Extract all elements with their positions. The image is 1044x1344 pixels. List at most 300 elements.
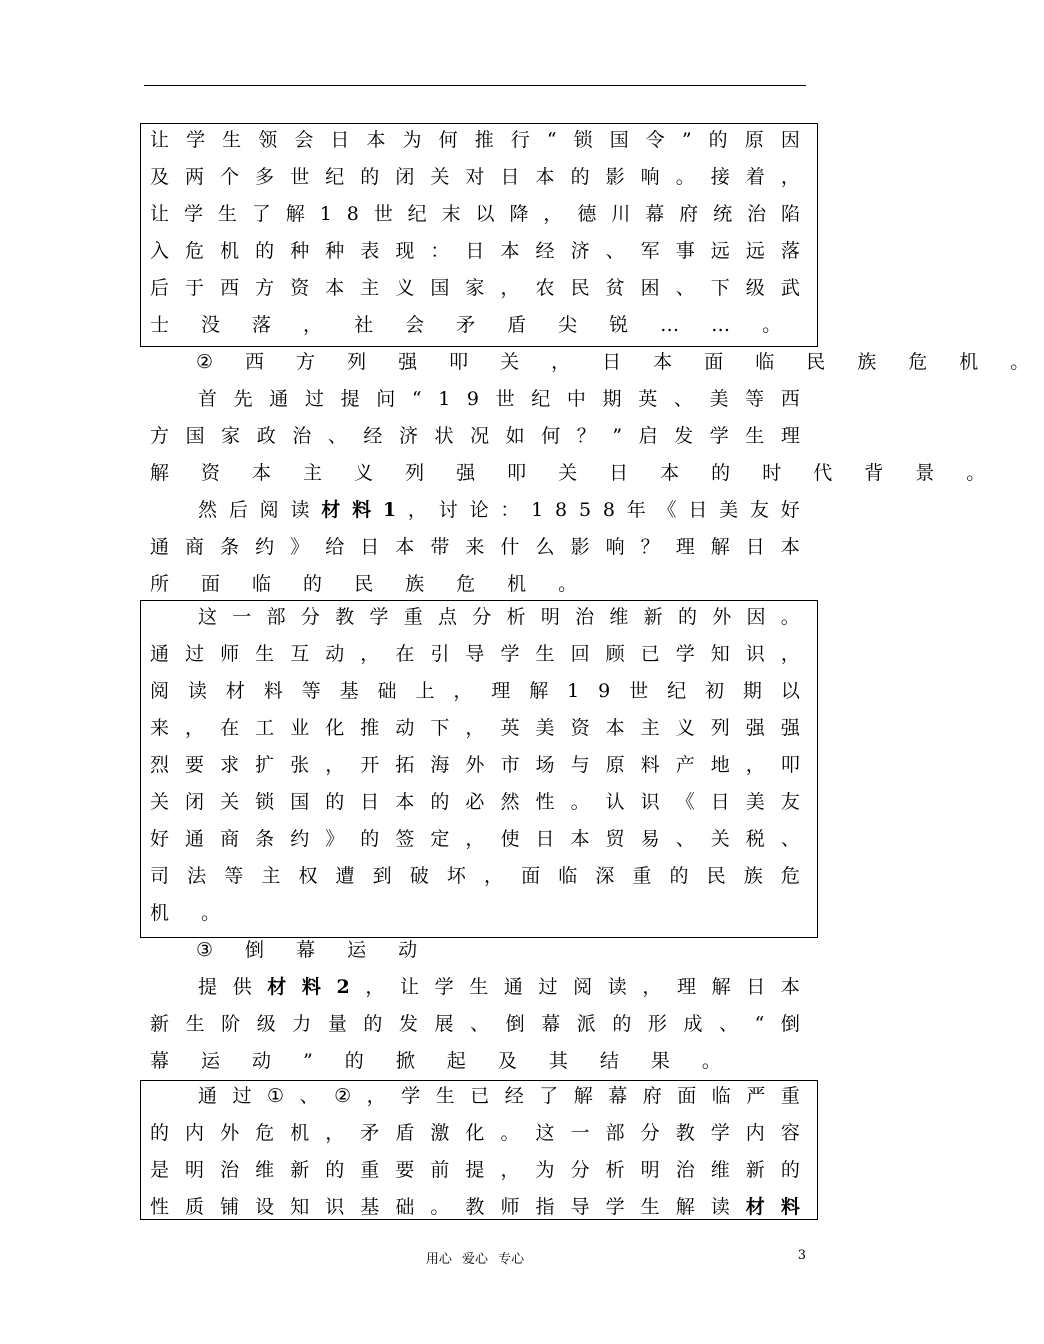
glyph: 开 bbox=[360, 754, 380, 776]
glyph: 关 bbox=[220, 791, 240, 813]
glyph: 设 bbox=[255, 1196, 275, 1218]
glyph: 本 bbox=[535, 166, 555, 188]
glyph: 到 bbox=[372, 865, 392, 887]
glyph: 明 bbox=[640, 1159, 660, 1181]
glyph: 尖 bbox=[558, 314, 593, 336]
glyph: 过 bbox=[304, 388, 324, 410]
glyph: 级 bbox=[256, 1013, 276, 1035]
glyph: 治 bbox=[292, 425, 312, 447]
glyph: 已 bbox=[470, 1085, 490, 1107]
glyph: ， bbox=[453, 680, 473, 702]
glyph: 运 bbox=[347, 939, 382, 961]
glyph: 美 bbox=[745, 791, 765, 813]
glyph: 日 bbox=[609, 462, 644, 484]
glyph: 济 bbox=[570, 240, 590, 262]
glyph: 、 bbox=[327, 425, 347, 447]
glyph: 。 bbox=[558, 573, 593, 595]
glyph: 解 bbox=[285, 203, 305, 225]
glyph: 状 bbox=[434, 425, 454, 447]
glyph: 矛 bbox=[456, 314, 491, 336]
glyph: 军 bbox=[640, 240, 660, 262]
glyph: 何 bbox=[438, 129, 458, 151]
glyph: 材 bbox=[225, 680, 245, 702]
glyph: 形 bbox=[647, 1013, 667, 1035]
glyph: 初 bbox=[704, 680, 724, 702]
glyph: 果 bbox=[650, 1050, 685, 1072]
glyph: 约 bbox=[290, 828, 310, 850]
glyph: ② bbox=[196, 351, 229, 373]
glyph: ， bbox=[303, 314, 338, 336]
glyph: 本 bbox=[570, 828, 590, 850]
glyph: 着 bbox=[745, 166, 765, 188]
glyph: 机 bbox=[220, 240, 240, 262]
glyph: ， bbox=[543, 203, 563, 225]
glyph: 起 bbox=[446, 1050, 481, 1072]
glyph: 提 bbox=[465, 1159, 485, 1181]
glyph: 条 bbox=[255, 828, 275, 850]
glyph: 面 bbox=[677, 1085, 697, 1107]
glyph: 治 bbox=[220, 1159, 240, 1181]
glyph: 地 bbox=[710, 754, 730, 776]
text-line bbox=[150, 1121, 800, 1145]
glyph: 以 bbox=[780, 680, 800, 702]
glyph: 材 bbox=[745, 1196, 765, 1218]
glyph: 易 bbox=[640, 828, 660, 850]
glyph: 表 bbox=[360, 240, 380, 262]
glyph: 下 bbox=[710, 277, 730, 299]
glyph: 中 bbox=[566, 388, 586, 410]
glyph: 识 bbox=[640, 791, 660, 813]
glyph: 义 bbox=[395, 277, 415, 299]
section-heading bbox=[196, 350, 1044, 374]
glyph: 引 bbox=[430, 643, 450, 665]
glyph: 如 bbox=[505, 425, 525, 447]
glyph: 。 bbox=[1010, 351, 1044, 373]
glyph: 面 bbox=[704, 351, 739, 373]
glyph: 临 bbox=[755, 351, 790, 373]
glyph: 分 bbox=[570, 1159, 590, 1181]
glyph: 困 bbox=[640, 277, 660, 299]
glyph: 动 bbox=[395, 717, 415, 739]
glyph: 内 bbox=[185, 1122, 205, 1144]
glyph: 学 bbox=[709, 425, 729, 447]
glyph: 治 bbox=[575, 606, 595, 628]
glyph: 知 bbox=[710, 643, 730, 665]
glyph: 1 bbox=[531, 499, 544, 521]
glyph: 叩 bbox=[449, 351, 484, 373]
glyph: ， bbox=[366, 1085, 386, 1107]
glyph: 9 bbox=[466, 388, 479, 410]
glyph: 明 bbox=[540, 606, 560, 628]
glyph: 通 bbox=[150, 536, 170, 558]
glyph: 。 bbox=[500, 1122, 520, 1144]
glyph: 时 bbox=[762, 462, 797, 484]
text-line bbox=[150, 753, 800, 777]
glyph: 等 bbox=[301, 680, 321, 702]
glyph: 在 bbox=[220, 717, 240, 739]
glyph: 是 bbox=[150, 1159, 170, 1181]
glyph: 通 bbox=[150, 643, 170, 665]
glyph: 背 bbox=[864, 462, 899, 484]
glyph: 英 bbox=[638, 388, 658, 410]
glyph: 使 bbox=[500, 828, 520, 850]
glyph: 的 bbox=[711, 462, 746, 484]
glyph: 资 bbox=[201, 462, 236, 484]
glyph: 析 bbox=[506, 606, 526, 628]
glyph: 响 bbox=[605, 536, 625, 558]
glyph: 教 bbox=[335, 606, 355, 628]
glyph: 部 bbox=[605, 1122, 625, 1144]
glyph: 学 bbox=[183, 203, 203, 225]
glyph: 民 bbox=[570, 277, 590, 299]
glyph: ？ bbox=[576, 425, 596, 447]
glyph: 生 bbox=[222, 129, 242, 151]
glyph: 景 bbox=[915, 462, 950, 484]
glyph: 理 bbox=[676, 976, 696, 998]
glyph: 学 bbox=[369, 606, 389, 628]
glyph: 治 bbox=[675, 1159, 695, 1181]
glyph: 1 bbox=[567, 680, 580, 702]
glyph: 解 bbox=[675, 1196, 695, 1218]
glyph: 然 bbox=[198, 499, 218, 521]
glyph: 纪 bbox=[667, 680, 687, 702]
glyph: 的 bbox=[303, 573, 338, 595]
glyph: 提 bbox=[198, 976, 218, 998]
glyph: 纪 bbox=[531, 388, 551, 410]
glyph: “ bbox=[411, 388, 422, 410]
glyph: 重 bbox=[780, 1085, 800, 1107]
glyph: 西 bbox=[220, 277, 240, 299]
glyph: 认 bbox=[605, 791, 625, 813]
glyph: 新 bbox=[150, 1013, 170, 1035]
glyph: 的 bbox=[708, 129, 728, 151]
footer-slogan: 用心 爱心 专心 bbox=[425, 1252, 525, 1267]
glyph: 闭 bbox=[185, 791, 205, 813]
glyph: 料 bbox=[352, 499, 372, 521]
glyph: 。 bbox=[430, 1196, 450, 1218]
glyph: 以 bbox=[475, 203, 495, 225]
text-line bbox=[150, 165, 800, 189]
glyph: 列 bbox=[710, 717, 730, 739]
glyph: 士 bbox=[150, 314, 185, 336]
glyph: 1 bbox=[319, 203, 332, 225]
glyph: 阶 bbox=[221, 1013, 241, 1035]
glyph: 好 bbox=[150, 828, 170, 850]
glyph: 基 bbox=[339, 680, 359, 702]
glyph: 互 bbox=[290, 643, 310, 665]
glyph: 前 bbox=[430, 1159, 450, 1181]
text-line bbox=[150, 1049, 736, 1073]
glyph: 面 bbox=[521, 865, 541, 887]
glyph: 本 bbox=[252, 462, 287, 484]
glyph: ， bbox=[465, 717, 485, 739]
glyph: 激 bbox=[430, 1122, 450, 1144]
glyph: ， bbox=[465, 828, 485, 850]
glyph: 教 bbox=[675, 1122, 695, 1144]
glyph: 世 bbox=[290, 166, 310, 188]
glyph: 强 bbox=[456, 462, 491, 484]
glyph: 掀 bbox=[395, 1050, 430, 1072]
glyph: 必 bbox=[465, 791, 485, 813]
text-line bbox=[150, 572, 593, 596]
glyph: 川 bbox=[611, 203, 631, 225]
glyph: 展 bbox=[434, 1013, 454, 1035]
glyph: ？ bbox=[640, 536, 660, 558]
glyph: 过 bbox=[232, 1085, 252, 1107]
glyph: ， bbox=[780, 166, 800, 188]
glyph: 分 bbox=[300, 606, 320, 628]
glyph: 来 bbox=[465, 536, 485, 558]
glyph: 这 bbox=[198, 606, 218, 628]
glyph: 主 bbox=[303, 462, 338, 484]
glyph: 。 bbox=[701, 1050, 736, 1072]
glyph: 生 bbox=[640, 1196, 660, 1218]
glyph: ， bbox=[407, 499, 427, 521]
glyph: 美 bbox=[535, 717, 555, 739]
glyph: 的 bbox=[612, 1013, 632, 1035]
glyph: 经 bbox=[504, 1085, 524, 1107]
glyph: 。 bbox=[570, 791, 590, 813]
glyph: 要 bbox=[185, 754, 205, 776]
glyph: 推 bbox=[474, 129, 494, 151]
text-line bbox=[150, 864, 800, 888]
glyph: 新 bbox=[643, 606, 663, 628]
glyph: 日 bbox=[330, 129, 350, 151]
glyph: 理 bbox=[675, 536, 695, 558]
glyph: 重 bbox=[360, 1159, 380, 1181]
glyph: 美 bbox=[719, 499, 739, 521]
glyph: 的 bbox=[780, 1159, 800, 1181]
glyph: 启 bbox=[638, 425, 658, 447]
glyph: 导 bbox=[465, 643, 485, 665]
glyph: ” bbox=[612, 425, 623, 447]
glyph: 府 bbox=[679, 203, 699, 225]
glyph: 分 bbox=[640, 1122, 660, 1144]
glyph: ③ bbox=[196, 939, 229, 961]
glyph: 教 bbox=[465, 1196, 485, 1218]
glyph: 识 bbox=[745, 643, 765, 665]
glyph: 商 bbox=[220, 828, 240, 850]
glyph: 幕 bbox=[541, 1013, 561, 1035]
text-line bbox=[198, 387, 800, 411]
glyph: ， bbox=[360, 643, 380, 665]
glyph: 与 bbox=[570, 754, 590, 776]
glyph: 强 bbox=[745, 717, 765, 739]
glyph: ， bbox=[325, 1122, 345, 1144]
glyph: 本 bbox=[653, 351, 688, 373]
glyph: 关 bbox=[430, 166, 450, 188]
glyph: 解 bbox=[573, 1085, 593, 1107]
glyph: 拓 bbox=[395, 754, 415, 776]
glyph: 、 bbox=[780, 828, 800, 850]
glyph: 提 bbox=[340, 388, 360, 410]
glyph: 日 bbox=[710, 791, 730, 813]
glyph: 远 bbox=[745, 240, 765, 262]
text-line bbox=[150, 901, 800, 925]
glyph: 族 bbox=[405, 573, 440, 595]
glyph: ， bbox=[642, 976, 662, 998]
glyph: 为 bbox=[535, 1159, 555, 1181]
glyph: 国 bbox=[609, 129, 629, 151]
glyph: ， bbox=[483, 865, 503, 887]
glyph: 的 bbox=[360, 828, 380, 850]
glyph: 生 bbox=[469, 976, 489, 998]
glyph: 》 bbox=[290, 536, 310, 558]
glyph: 国 bbox=[290, 791, 310, 813]
text-line bbox=[150, 827, 800, 851]
glyph: 分 bbox=[472, 606, 492, 628]
glyph: 等 bbox=[224, 865, 244, 887]
glyph: 幕 bbox=[296, 939, 331, 961]
glyph: 临 bbox=[711, 1085, 731, 1107]
glyph: 及 bbox=[497, 1050, 532, 1072]
glyph: 通 bbox=[503, 976, 523, 998]
glyph: 的 bbox=[677, 606, 697, 628]
glyph: 海 bbox=[430, 754, 450, 776]
glyph: 阅 bbox=[150, 680, 170, 702]
glyph: ， bbox=[185, 717, 205, 739]
text-line bbox=[198, 975, 800, 999]
glyph: 《 bbox=[657, 499, 677, 521]
glyph: 没 bbox=[201, 314, 236, 336]
glyph: ， bbox=[780, 643, 800, 665]
glyph: 列 bbox=[405, 462, 440, 484]
glyph: 要 bbox=[395, 1159, 415, 1181]
glyph: 。 bbox=[966, 462, 1001, 484]
glyph: 供 bbox=[232, 976, 252, 998]
glyph: ① bbox=[267, 1085, 285, 1107]
section-heading bbox=[196, 938, 496, 962]
glyph: 回 bbox=[570, 643, 590, 665]
glyph: 论 bbox=[469, 499, 489, 521]
glyph: 让 bbox=[399, 976, 419, 998]
glyph: 1 bbox=[438, 388, 451, 410]
glyph: 破 bbox=[409, 865, 429, 887]
glyph: 美 bbox=[709, 388, 729, 410]
glyph: 行 bbox=[510, 129, 530, 151]
glyph: 机 bbox=[507, 573, 542, 595]
glyph: 解 bbox=[529, 680, 549, 702]
glyph: 远 bbox=[710, 240, 730, 262]
glyph: 解 bbox=[711, 976, 731, 998]
glyph: 族 bbox=[857, 351, 892, 373]
glyph: 指 bbox=[535, 1196, 555, 1218]
glyph: 业 bbox=[290, 717, 310, 739]
glyph: 容 bbox=[780, 1122, 800, 1144]
glyph: 令 bbox=[645, 129, 665, 151]
glyph: 讨 bbox=[438, 499, 458, 521]
glyph: 国 bbox=[185, 425, 205, 447]
glyph: 落 bbox=[780, 240, 800, 262]
glyph: 政 bbox=[256, 425, 276, 447]
glyph: 盾 bbox=[507, 314, 542, 336]
glyph: 了 bbox=[539, 1085, 559, 1107]
glyph: 日 bbox=[535, 828, 555, 850]
glyph: 经 bbox=[363, 425, 383, 447]
glyph: 的 bbox=[430, 791, 450, 813]
glyph: 末 bbox=[441, 203, 461, 225]
glyph: 族 bbox=[743, 865, 763, 887]
glyph: 的 bbox=[363, 1013, 383, 1035]
glyph: ， bbox=[500, 1159, 520, 1181]
glyph: 成 bbox=[683, 1013, 703, 1035]
glyph: 倒 bbox=[780, 1013, 800, 1035]
glyph: 关 bbox=[150, 791, 170, 813]
glyph: 生 bbox=[217, 203, 237, 225]
glyph: 日 bbox=[688, 499, 708, 521]
glyph: 料 bbox=[301, 976, 321, 998]
glyph: 材 bbox=[321, 499, 341, 521]
glyph: 义 bbox=[354, 462, 389, 484]
glyph: 危 bbox=[185, 240, 205, 262]
glyph: 西 bbox=[245, 351, 280, 373]
glyph: 8 bbox=[555, 499, 568, 521]
glyph: 力 bbox=[292, 1013, 312, 1035]
glyph: 强 bbox=[398, 351, 433, 373]
glyph: 通 bbox=[269, 388, 289, 410]
glyph: 武 bbox=[780, 277, 800, 299]
glyph: 资 bbox=[290, 277, 310, 299]
glyph: 好 bbox=[780, 499, 800, 521]
glyph: 面 bbox=[201, 573, 236, 595]
glyph: 生 bbox=[745, 425, 765, 447]
glyph: 新 bbox=[290, 1159, 310, 1181]
glyph: 阅 bbox=[259, 499, 279, 521]
glyph: 领 bbox=[258, 129, 278, 151]
glyph: “ bbox=[754, 1013, 765, 1035]
glyph: 民 bbox=[706, 865, 726, 887]
glyph: 维 bbox=[710, 1159, 730, 1181]
glyph: 维 bbox=[609, 606, 629, 628]
glyph: 因 bbox=[746, 606, 766, 628]
glyph: 发 bbox=[398, 1013, 418, 1035]
glyph: 本 bbox=[395, 536, 415, 558]
glyph: 。 bbox=[780, 606, 800, 628]
glyph: 本 bbox=[605, 717, 625, 739]
glyph: 扩 bbox=[255, 754, 275, 776]
glyph: 性 bbox=[535, 791, 555, 813]
glyph: 8 bbox=[602, 499, 615, 521]
glyph: 日 bbox=[745, 536, 765, 558]
glyph: 这 bbox=[535, 1122, 555, 1144]
glyph: 重 bbox=[403, 606, 423, 628]
glyph: 重 bbox=[632, 865, 652, 887]
glyph: 学 bbox=[675, 643, 695, 665]
glyph: 材 bbox=[267, 976, 287, 998]
text-line bbox=[150, 535, 800, 559]
glyph: 国 bbox=[430, 277, 450, 299]
glyph: 学 bbox=[500, 643, 520, 665]
glyph: 1 bbox=[382, 499, 397, 521]
glyph: ： bbox=[500, 499, 520, 521]
glyph: 9 bbox=[598, 680, 611, 702]
glyph: 锁 bbox=[573, 129, 593, 151]
glyph: 读 bbox=[607, 976, 627, 998]
page-number: 3 bbox=[797, 1248, 806, 1263]
glyph: 农 bbox=[535, 277, 555, 299]
glyph: 求 bbox=[220, 754, 240, 776]
text-line bbox=[150, 424, 800, 448]
glyph: 响 bbox=[640, 166, 660, 188]
glyph: 的 bbox=[570, 166, 590, 188]
glyph: 坏 bbox=[446, 865, 466, 887]
glyph: ， bbox=[500, 277, 520, 299]
glyph: 锐 bbox=[609, 314, 644, 336]
glyph: 、 bbox=[719, 1013, 739, 1035]
glyph: 家 bbox=[221, 425, 241, 447]
glyph: 定 bbox=[430, 828, 450, 850]
glyph: 师 bbox=[220, 643, 240, 665]
